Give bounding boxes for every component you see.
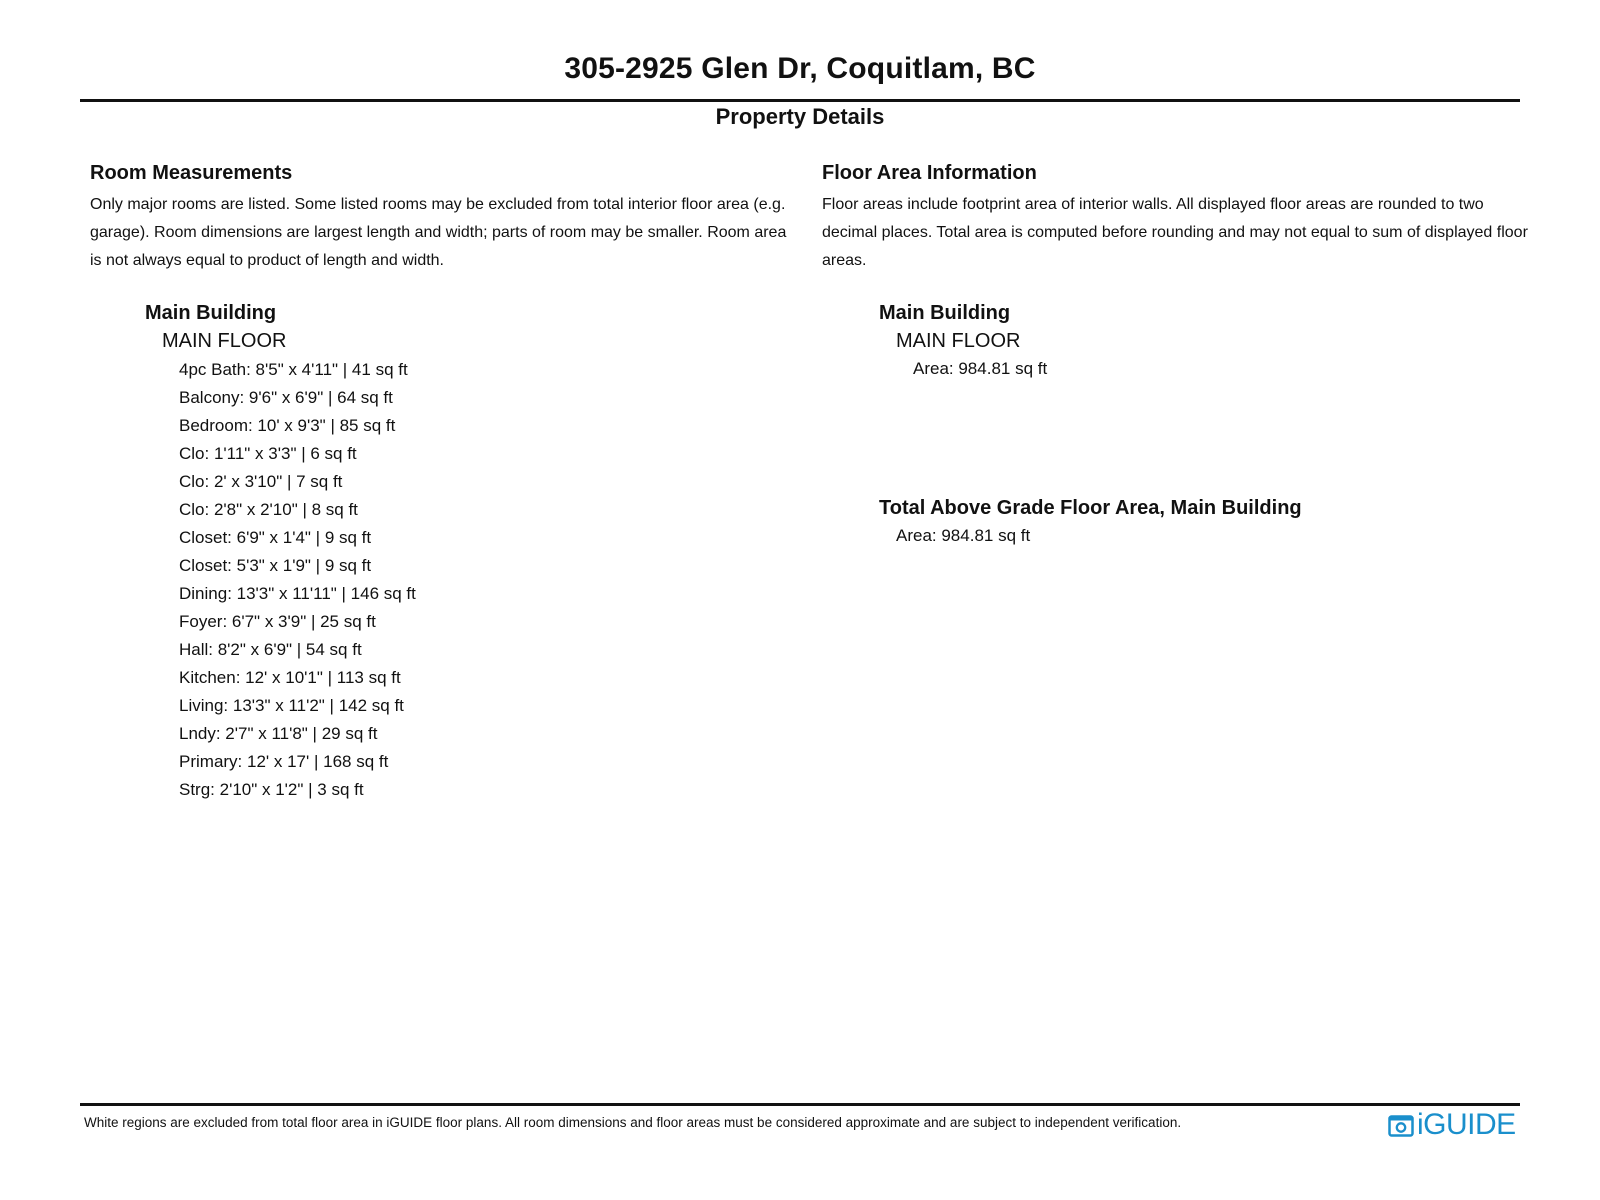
room-measurements-section [90, 162, 790, 275]
room-measurements-description: Only major rooms are listed. Some listed rooms may be excluded from total interior floor area (e.g. garage). Room dimensions are largest length and width; parts of room may be smaller. Room area is not always equal to product of length and width. [90, 196, 787, 269]
room-item: Hall: 8'2" x 6'9" | 54 sq ft [179, 640, 362, 659]
room-item: Clo: 1'11" x 3'3" | 6 sq ft [179, 444, 357, 463]
floor-area-heading: Floor Area Information [822, 162, 1037, 184]
iguide-logo [1388, 1108, 1516, 1142]
room-building-heading: Main Building [145, 302, 277, 324]
floor-building-heading: Main Building [879, 302, 1011, 324]
room-item: Clo: 2' x 3'10" | 7 sq ft [179, 472, 343, 491]
page-title: 305-2925 Glen Dr, Coquitlam, BC [564, 52, 1036, 85]
room-item: Primary: 12' x 17' | 168 sq ft [179, 752, 389, 771]
footer-divider [80, 1103, 1520, 1106]
room-item: Lndy: 2'7" x 11'8" | 29 sq ft [179, 724, 378, 743]
room-floor-label: MAIN FLOOR [162, 330, 287, 352]
room-item: Dining: 13'3" x 11'11" | 146 sq ft [179, 584, 416, 603]
room-item: 4pc Bath: 8'5" x 4'11" | 41 sq ft [179, 360, 408, 379]
floor-area-floor-label: MAIN FLOOR [896, 330, 1021, 352]
room-item: Balcony: 9'6" x 6'9" | 64 sq ft [179, 388, 393, 407]
iguide-camera-icon [1388, 1112, 1414, 1138]
iguide-logo-text: iGUIDE [1417, 1108, 1516, 1141]
total-area-heading: Total Above Grade Floor Area, Main Building [879, 497, 1302, 519]
total-area-value: Area: 984.81 sq ft [896, 526, 1031, 545]
floor-area-description: Floor areas include footprint area of interior walls. All displayed floor areas are rounded to two decimal places. Total area is computed before rounding and may not equal to sum of displayed floor areas. [822, 196, 1528, 269]
page-subtitle: Property Details [715, 104, 885, 129]
floor-area-section [822, 162, 1542, 275]
room-item: Foyer: 6'7" x 3'9" | 25 sq ft [179, 612, 376, 631]
floor-area-value: Area: 984.81 sq ft [913, 359, 1048, 378]
room-measurements-heading: Room Measurements [90, 162, 293, 184]
room-item: Closet: 5'3" x 1'9" | 9 sq ft [179, 556, 372, 575]
room-list [179, 356, 416, 804]
room-item: Closet: 6'9" x 1'4" | 9 sq ft [179, 528, 372, 547]
room-item: Kitchen: 12' x 10'1" | 113 sq ft [179, 668, 401, 687]
header-divider [80, 99, 1520, 102]
room-item: Bedroom: 10' x 9'3" | 85 sq ft [179, 416, 396, 435]
footer-disclaimer: White regions are excluded from total floor area in iGUIDE floor plans. All room dimensions and floor areas must be considered approximate and are subject to independent verification. [84, 1115, 1182, 1130]
room-item: Strg: 2'10" x 1'2" | 3 sq ft [179, 780, 364, 799]
room-item: Living: 13'3" x 11'2" | 142 sq ft [179, 696, 404, 715]
room-item: Clo: 2'8" x 2'10" | 8 sq ft [179, 500, 358, 519]
